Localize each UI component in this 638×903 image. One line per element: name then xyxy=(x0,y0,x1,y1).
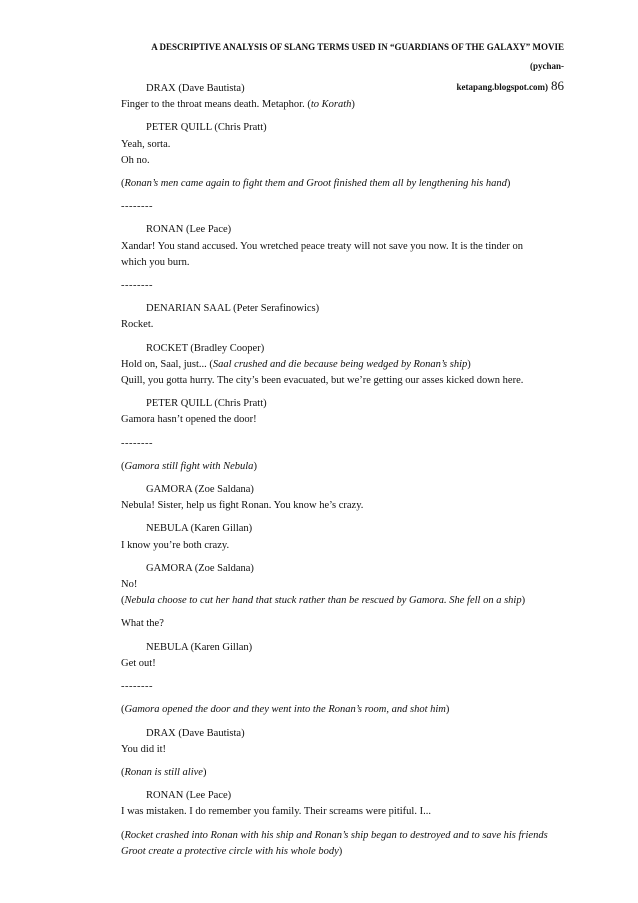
speaker: DRAX (Dave Bautista) xyxy=(146,727,245,739)
speaker: PETER QUILL (Chris Pratt) xyxy=(146,398,267,410)
paren: ( xyxy=(121,704,125,716)
dialogue-block xyxy=(121,726,551,758)
dialogue-block xyxy=(121,482,551,514)
stage-text: Ronan’s men came again to fight them and Groot finished them all by lengthening his hand xyxy=(124,178,507,190)
paren: ) xyxy=(253,460,257,472)
header-title-cont: ketapang.blogspot.com) xyxy=(456,82,548,92)
speaker: NEBULA (Karen Gillan) xyxy=(146,523,253,535)
dialogue-line: You did it! xyxy=(121,743,167,755)
speaker: NEBULA (Karen Gillan) xyxy=(146,641,253,653)
speaker: GAMORA (Zoe Saldana) xyxy=(146,562,254,574)
dialogue-line: Quill, you gotta hurry. The city’s been evacuated, but we’re getting our asses kicked down here. xyxy=(121,375,524,387)
dialogue-line: Hold on, Saal, just... ( xyxy=(121,358,213,370)
dialogue-line: Xandar! You stand accused. You wretched peace treaty will not save you now. It is the tinder on which you burn. xyxy=(121,240,524,268)
dialogue-block xyxy=(121,222,551,271)
dialogue-block xyxy=(121,81,551,113)
page-number: 86 xyxy=(551,78,564,93)
dialogue-line: No! xyxy=(121,579,138,591)
paren: ( xyxy=(121,460,125,472)
paren: ) xyxy=(445,704,450,716)
stage-text: Rocket crashed into Ronan with his ship and Ronan’s ship began to destroyed and to save his friends Groot create a protective circle with his whole body xyxy=(121,829,548,857)
dialogue-line: Oh no. xyxy=(121,154,150,166)
stage-text: Ronan is still alive xyxy=(124,766,203,778)
speaker: RONAN (Lee Pace) xyxy=(146,790,232,802)
stage-text: Nebula choose to cut her hand that stuck rather than be rescued by Gamora. She fell on a ship xyxy=(124,595,522,607)
dialogue-block xyxy=(121,341,551,390)
scene-separator: -------- xyxy=(121,280,153,292)
scene-separator: -------- xyxy=(121,437,153,449)
dialogue-line: Gamora hasn’t opened the door! xyxy=(121,414,257,426)
speaker: RONAN (Lee Pace) xyxy=(146,224,232,236)
dialogue-line: Get out! xyxy=(121,657,156,669)
paren: ( xyxy=(121,766,125,778)
dialogue-line: Nebula! Sister, help us fight Ronan. You know he’s crazy. xyxy=(121,500,364,512)
stage-text: Gamora opened the door and they went into the Ronan’s room, and shot him xyxy=(124,704,446,716)
dialogue-block xyxy=(121,640,551,672)
dialogue-line: Yeah, sorta. xyxy=(121,138,171,150)
dialogue-block xyxy=(121,521,551,553)
stage-direction xyxy=(121,765,551,781)
stage-direction xyxy=(121,828,551,860)
dialogue-block xyxy=(121,396,551,428)
paren: ) xyxy=(351,99,355,111)
dialogue-line: Rocket. xyxy=(121,319,154,331)
aside: Saal crushed and die because being wedged by Ronan’s ship xyxy=(212,358,468,370)
script-body xyxy=(121,81,551,867)
dialogue-block xyxy=(121,788,551,820)
stage-text: Gamora still fight with Nebula xyxy=(124,460,254,472)
aside: to Korath xyxy=(310,99,352,111)
paren: ) xyxy=(467,358,471,370)
dialogue-line: I know you’re both crazy. xyxy=(121,539,230,551)
dialogue-line: Finger to the throat means death. Metaphor. ( xyxy=(121,99,311,111)
dialogue-block xyxy=(121,561,551,610)
speaker: GAMORA (Zoe Saldana) xyxy=(146,484,254,496)
paren: ) xyxy=(338,845,343,857)
dialogue-line: What the? xyxy=(121,618,164,630)
speaker: DENARIAN SAAL (Peter Serafinowics) xyxy=(146,303,320,315)
dialogue-block xyxy=(121,301,551,333)
paren: ) xyxy=(202,766,207,778)
stage-direction xyxy=(121,176,551,192)
paren: ( xyxy=(121,178,125,190)
header-title: A DESCRIPTIVE ANALYSIS OF SLANG TERMS USED IN “GUARDIANS OF THE GALAXY” MOVIE (pychan- xyxy=(151,42,564,71)
speaker: PETER QUILL (Chris Pratt) xyxy=(146,122,267,134)
stage-direction xyxy=(121,702,551,718)
dialogue-line: I was mistaken. I do remember you family. Their screams were pitiful. I... xyxy=(121,806,431,818)
scene-separator: -------- xyxy=(121,201,153,213)
dialogue-block xyxy=(121,120,551,169)
speaker: DRAX (Dave Bautista) xyxy=(146,83,245,94)
scene-separator: -------- xyxy=(121,681,153,693)
paren: ) xyxy=(506,178,511,190)
paren: ) xyxy=(521,595,526,607)
paren: ( xyxy=(121,595,125,607)
paren: ( xyxy=(121,829,125,841)
stage-direction xyxy=(121,459,551,475)
speaker: ROCKET (Bradley Cooper) xyxy=(146,342,265,354)
